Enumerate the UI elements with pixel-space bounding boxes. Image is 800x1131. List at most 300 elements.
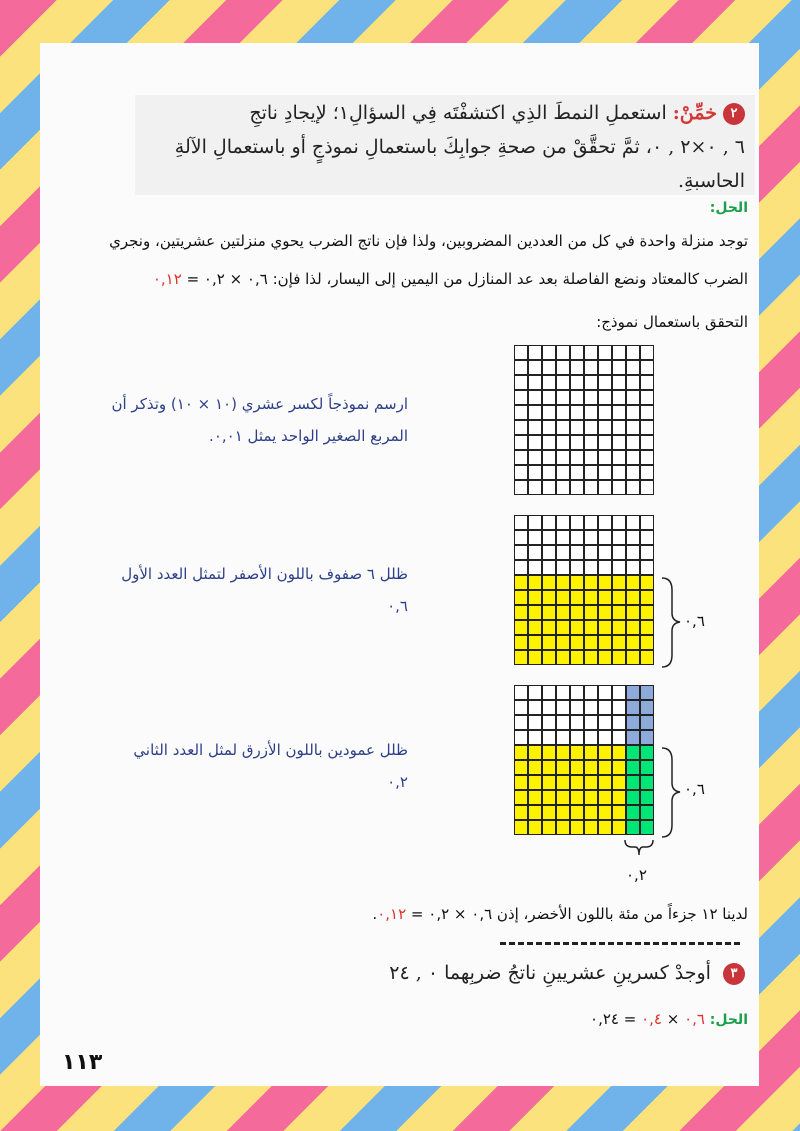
grid-cell: [626, 685, 640, 700]
grid-cell: [584, 465, 598, 480]
grid-cell: [570, 435, 584, 450]
grid-cell: [626, 390, 640, 405]
grid-cell: [542, 590, 556, 605]
grid-cell: [528, 715, 542, 730]
solution-paragraph-1: توجد منزلة واحدة في كل من العددين المضروبين، ولذا فإن ناتج الضرب يحوي منزلتين عشريتين، ونجري: [109, 232, 748, 250]
grid-cell: [570, 345, 584, 360]
grid-cell: [640, 635, 654, 650]
grid-cell: [542, 530, 556, 545]
grid-cell: [514, 805, 528, 820]
grid-cell: [556, 480, 570, 495]
grid-cell: [640, 590, 654, 605]
grid-cell: [584, 375, 598, 390]
grid-cell: [612, 405, 626, 420]
grid-cell: [626, 420, 640, 435]
grid-cell: [514, 715, 528, 730]
grid-cell: [612, 560, 626, 575]
grid-cell: [584, 480, 598, 495]
grid-cell: [626, 790, 640, 805]
grid-cell: [528, 420, 542, 435]
grid-cell: [570, 820, 584, 835]
grid-cell: [528, 700, 542, 715]
grid-cell: [640, 450, 654, 465]
grid-cell: [612, 775, 626, 790]
grid-cell: [598, 405, 612, 420]
grid-cell: [584, 390, 598, 405]
grid-cell: [640, 650, 654, 665]
grid-cell: [598, 530, 612, 545]
grid-cell: [626, 620, 640, 635]
grid-cell: [626, 650, 640, 665]
grid-cell: [570, 805, 584, 820]
grid-cell: [514, 360, 528, 375]
grid-cell: [626, 760, 640, 775]
grid-cell: [640, 530, 654, 545]
grid-cell: [626, 405, 640, 420]
grid-cell: [570, 360, 584, 375]
grid-cell: [570, 405, 584, 420]
grid-cell: [598, 790, 612, 805]
grid-cell: [598, 375, 612, 390]
grid-cell: [528, 545, 542, 560]
conclusion-line: [68, 905, 748, 923]
grid-cell: [640, 345, 654, 360]
grid-cell: [514, 820, 528, 835]
grid-cell: [514, 450, 528, 465]
grid-cell: [626, 805, 640, 820]
grid-cell: [626, 465, 640, 480]
grid-cell: [640, 560, 654, 575]
grid-cell: [542, 360, 556, 375]
grid-cell: [640, 685, 654, 700]
grid-cell: [598, 590, 612, 605]
grid-cell: [542, 605, 556, 620]
grid-cell: [598, 435, 612, 450]
grid-cell: [612, 435, 626, 450]
grid-cell: [640, 820, 654, 835]
grid-cell: [528, 730, 542, 745]
grid-cell: [556, 530, 570, 545]
grid-cell: [542, 405, 556, 420]
grid-cell: [556, 745, 570, 760]
grid-cell: [640, 405, 654, 420]
grid-cell: [584, 405, 598, 420]
grid-cell: [640, 700, 654, 715]
grid-cell: [542, 805, 556, 820]
grid-cell: [528, 605, 542, 620]
grid-cell: [514, 530, 528, 545]
conclusion-text: لدينا ١٢ جزءاً من مئة باللون الأخضر، إذن ٠,٦ × ٠,٢ =: [406, 905, 748, 923]
grid-cell: [612, 530, 626, 545]
grid-cell: [556, 390, 570, 405]
grid-cell: [570, 775, 584, 790]
grid-cell: [626, 745, 640, 760]
grid-cell: [612, 390, 626, 405]
grid-cell: [640, 760, 654, 775]
grid-cell: [514, 790, 528, 805]
grid-cell: [584, 530, 598, 545]
grid-cell: [514, 345, 528, 360]
step-2-text: ظلل ٦ صفوف باللون الأصفر لتمثل العدد الأول ٠,٦: [121, 565, 408, 615]
grid-cell: [514, 420, 528, 435]
grid-cell: [556, 700, 570, 715]
grid-cell: [584, 605, 598, 620]
grid-cell: [528, 745, 542, 760]
grid-cell: [542, 575, 556, 590]
question-5-text: أوجدْ كسرينِ عشريينِ ناتجُ ضربِهما ٠ , ٢٤: [389, 962, 711, 984]
grid-cell: [626, 635, 640, 650]
grid-cell: [528, 775, 542, 790]
grid-cell: [598, 715, 612, 730]
times-sign: ×: [661, 1010, 685, 1028]
grid-cell: [528, 375, 542, 390]
grid-cell: [528, 590, 542, 605]
grid-cell: [612, 805, 626, 820]
grid-model-yellow-rows: [514, 515, 654, 665]
grid-cell: [514, 390, 528, 405]
grid-cell: [556, 575, 570, 590]
grid-cell: [514, 560, 528, 575]
grid-cell: [626, 820, 640, 835]
grid-cell: [514, 700, 528, 715]
grid-cell: [556, 715, 570, 730]
grid-cell: [542, 390, 556, 405]
grid-cell: [514, 605, 528, 620]
grid-cell: [556, 620, 570, 635]
grid-cell: [640, 715, 654, 730]
solution-result: ٠,١٢: [152, 270, 182, 288]
grid-cell: [612, 635, 626, 650]
page-number: ١١٣: [62, 1050, 103, 1075]
grid-cell: [626, 775, 640, 790]
grid-cell: [542, 635, 556, 650]
grid-cell: [598, 420, 612, 435]
grid-cell: [514, 685, 528, 700]
grid-cell: [640, 775, 654, 790]
grid-cell: [542, 435, 556, 450]
grid-cell: [542, 545, 556, 560]
grid-cell: [570, 635, 584, 650]
grid-cell: [556, 435, 570, 450]
question-keyword: خمِّنْ:: [672, 102, 717, 124]
grid-cell: [514, 435, 528, 450]
verify-heading: التحقق باستعمال نموذج:: [596, 313, 748, 331]
grid-cell: [584, 700, 598, 715]
grid-cell: [640, 730, 654, 745]
grid-cell: [570, 390, 584, 405]
grid-cell: [528, 360, 542, 375]
step-1-text: ارسم نموذجاً لكسر عشري (١٠ × ١٠) وتذكر أن المربع الصغير الواحد يمثل ٠,٠١.: [111, 395, 408, 445]
grid-cell: [584, 575, 598, 590]
grid-cell: [612, 760, 626, 775]
grid-cell: [598, 450, 612, 465]
solution-2-label: الحل:: [709, 1012, 748, 1028]
grid-cell: [612, 360, 626, 375]
grid-cell: [612, 620, 626, 635]
grid-cell: [542, 715, 556, 730]
grid-cell: [612, 450, 626, 465]
grid-cell: [584, 590, 598, 605]
grid-cell: [542, 620, 556, 635]
grid-cell: [640, 390, 654, 405]
grid-cell: [570, 420, 584, 435]
factor-a: ٠,٦: [684, 1010, 705, 1028]
question-text-line3: الحاسبةِ.: [677, 170, 745, 192]
grid-cell: [640, 515, 654, 530]
grid-cell: [570, 450, 584, 465]
grid-cell: [528, 450, 542, 465]
grid-cell: [612, 590, 626, 605]
grid-cell: [598, 345, 612, 360]
grid-cell: [514, 730, 528, 745]
grid-cell: [556, 515, 570, 530]
grid-cell: [612, 700, 626, 715]
grid-cell: [626, 575, 640, 590]
grid-cell: [626, 715, 640, 730]
grid-cell: [570, 590, 584, 605]
grid-cell: [626, 435, 640, 450]
grid-cell: [570, 575, 584, 590]
grid-cell: [570, 530, 584, 545]
grid-cell: [542, 420, 556, 435]
grid-cell: [626, 730, 640, 745]
grid-cell: [612, 575, 626, 590]
grid-cell: [640, 435, 654, 450]
grid-cell: [598, 775, 612, 790]
grid-cell: [598, 465, 612, 480]
grid-cell: [556, 805, 570, 820]
grid-cell: [612, 345, 626, 360]
grid-cell: [640, 745, 654, 760]
grid-cell: [556, 420, 570, 435]
grid-cell: [584, 715, 598, 730]
grid-cell: [612, 650, 626, 665]
grid-cell: [584, 360, 598, 375]
grid-cell: [598, 650, 612, 665]
grid-cell: [584, 635, 598, 650]
grid-cell: [584, 730, 598, 745]
grid-cell: [528, 620, 542, 635]
grid-cell: [570, 480, 584, 495]
grid-cell: [542, 650, 556, 665]
grid-cell: [514, 545, 528, 560]
grid-cell: [626, 590, 640, 605]
solution-label: الحل:: [709, 200, 748, 216]
grid-cell: [542, 730, 556, 745]
grid-cell: [612, 790, 626, 805]
grid-cell: [626, 530, 640, 545]
grid-cell: [584, 345, 598, 360]
question-5: [145, 956, 745, 990]
grid-cell: [626, 700, 640, 715]
grid-cell: [612, 745, 626, 760]
grid-cell: [556, 685, 570, 700]
grid-cell: [542, 760, 556, 775]
grid-cell: [556, 545, 570, 560]
grid-cell: [626, 375, 640, 390]
question-text-line1: استعملِ النمطَ الذِي اكتشفْتَه فِي السؤالِ١؛ لإيجادِ ناتجِ: [249, 102, 667, 124]
grid-cell: [556, 560, 570, 575]
grid-cell: [612, 820, 626, 835]
grid-cell: [542, 465, 556, 480]
grid-cell: [584, 790, 598, 805]
step-3-text: ظلل عمودين باللون الأزرق لمثل العدد الثاني ٠,٢: [133, 741, 408, 791]
grid-cell: [556, 405, 570, 420]
grid-cell: [612, 465, 626, 480]
solution-2-line: [590, 1010, 748, 1028]
dashed-divider: [500, 942, 740, 945]
grid-cell: [556, 465, 570, 480]
grid-cell: [542, 700, 556, 715]
grid-cell: [556, 790, 570, 805]
grid-cell: [570, 515, 584, 530]
grid-cell: [514, 590, 528, 605]
grid-cell: [584, 545, 598, 560]
grid-cell: [584, 435, 598, 450]
question-line-1: [135, 96, 745, 130]
grid-cell: [542, 820, 556, 835]
grid-cell: [640, 480, 654, 495]
grid-cell: [556, 345, 570, 360]
grid-cell: [556, 650, 570, 665]
grid-cell: [640, 420, 654, 435]
grid-cell: [514, 650, 528, 665]
grid-cell: [612, 375, 626, 390]
grid-cell: [626, 345, 640, 360]
grid-cell: [640, 375, 654, 390]
grid-cell: [556, 820, 570, 835]
grid-cell: [542, 345, 556, 360]
rows-brace-2-label: ٠,٦: [684, 780, 705, 798]
conclusion-period: .: [372, 905, 378, 923]
grid-model-overlap: [514, 685, 654, 835]
grid-cell: [640, 465, 654, 480]
grid-cell: [640, 620, 654, 635]
grid-cell: [598, 700, 612, 715]
factor-b: ٠,٤: [641, 1010, 662, 1028]
grid-cell: [528, 820, 542, 835]
grid-cell: [514, 515, 528, 530]
grid-cell: [528, 635, 542, 650]
grid-cell: [542, 790, 556, 805]
grid-cell: [514, 575, 528, 590]
grid-cell: [584, 775, 598, 790]
grid-cell: [612, 480, 626, 495]
solution-equation: الضرب كالمعتاد ونضع الفاصلة بعد عد المنازل من اليمين إلى اليسار، لذا فإن: ٠,٦ × ٠,٢ =: [181, 270, 748, 288]
grid-cell: [570, 375, 584, 390]
grid-cell: [626, 450, 640, 465]
grid-cell: [556, 360, 570, 375]
rows-brace-1-label: ٠,٦: [684, 612, 705, 630]
grid-cell: [584, 560, 598, 575]
grid-cell: [584, 515, 598, 530]
cols-brace: [622, 838, 656, 860]
grid-cell: [598, 575, 612, 590]
grid-cell: [598, 480, 612, 495]
grid-cell: [514, 635, 528, 650]
grid-cell: [514, 480, 528, 495]
grid-cell: [584, 760, 598, 775]
grid-cell: [640, 360, 654, 375]
grid-cell: [612, 515, 626, 530]
grid-cell: [570, 700, 584, 715]
grid-cell: [514, 760, 528, 775]
grid-cell: [570, 620, 584, 635]
grid-cell: [528, 685, 542, 700]
grid-cell: [528, 805, 542, 820]
grid-cell: [584, 650, 598, 665]
grid-cell: [626, 515, 640, 530]
grid-cell: [598, 730, 612, 745]
grid-cell: [528, 465, 542, 480]
grid-cell: [570, 730, 584, 745]
grid-cell: [514, 745, 528, 760]
grid-cell: [556, 730, 570, 745]
grid-cell: [514, 405, 528, 420]
grid-cell: [570, 465, 584, 480]
grid-cell: [598, 685, 612, 700]
grid-cell: [570, 760, 584, 775]
grid-cell: [514, 620, 528, 635]
grid-cell: [584, 820, 598, 835]
grid-cell: [598, 760, 612, 775]
grid-cell: [612, 545, 626, 560]
grid-cell: [640, 545, 654, 560]
grid-cell: [556, 760, 570, 775]
grid-cell: [626, 360, 640, 375]
grid-cell: [640, 790, 654, 805]
cols-brace-label: ٠,٢: [626, 866, 647, 884]
grid-cell: [528, 760, 542, 775]
grid-cell: [626, 480, 640, 495]
grid-cell: [542, 515, 556, 530]
grid-cell: [570, 790, 584, 805]
grid-cell: [626, 605, 640, 620]
grid-cell: [542, 560, 556, 575]
grid-cell: [598, 605, 612, 620]
grid-cell: [598, 635, 612, 650]
grid-cell: [528, 405, 542, 420]
grid-cell: [570, 545, 584, 560]
question-text-line2: ٦ , ٠×٢ , ٠، ثمَّ تحقَّقْ من صحةِ جوابِكَ باستعمالِ نموذجٍ أو باستعمالِ الآلةِ: [174, 136, 745, 158]
grid-cell: [514, 375, 528, 390]
grid-cell: [556, 635, 570, 650]
solution-paragraph-2: [68, 270, 748, 288]
grid-cell: [528, 560, 542, 575]
grid-cell: [528, 575, 542, 590]
grid-cell: [542, 685, 556, 700]
grid-cell: [584, 685, 598, 700]
grid-cell: [598, 745, 612, 760]
grid-cell: [556, 450, 570, 465]
grid-cell: [584, 450, 598, 465]
grid-cell: [528, 345, 542, 360]
conclusion-result: ٠,١٢: [377, 905, 407, 923]
grid-cell: [612, 685, 626, 700]
grid-cell: [570, 650, 584, 665]
grid-cell: [570, 605, 584, 620]
question-4: [135, 96, 745, 198]
grid-cell: [542, 450, 556, 465]
grid-cell: [556, 375, 570, 390]
grid-cell: [570, 560, 584, 575]
grid-cell: [612, 605, 626, 620]
grid-cell: [528, 390, 542, 405]
grid-cell: [598, 820, 612, 835]
grid-cell: [528, 515, 542, 530]
grid-cell: [598, 390, 612, 405]
grid-cell: [598, 560, 612, 575]
